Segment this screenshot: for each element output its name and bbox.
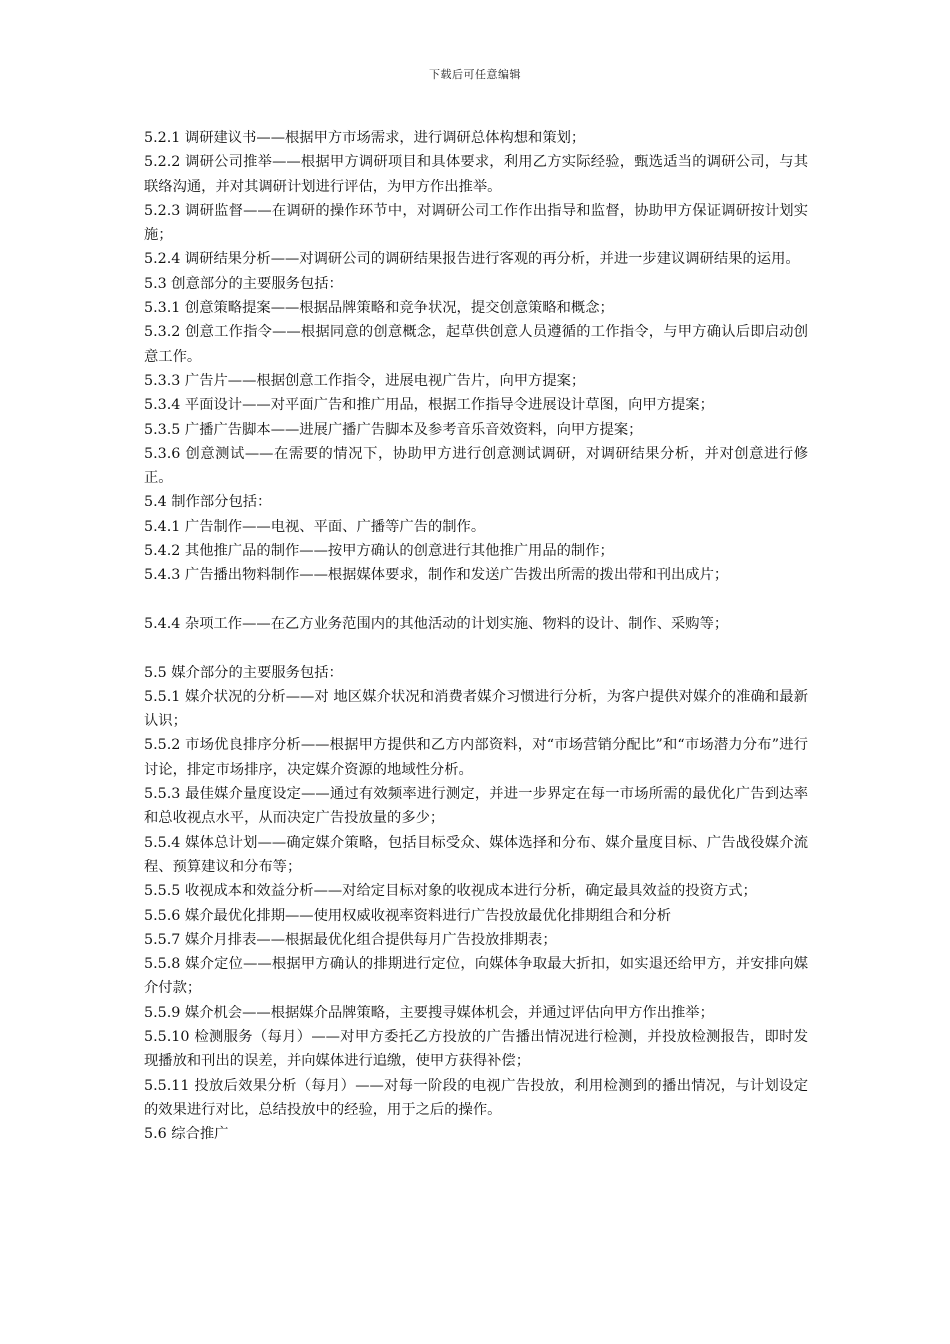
paragraph-5-3-1: 5.3.1 创意策略提案——根据品牌策略和竞争状况，提交创意策略和概念；: [144, 300, 614, 317]
page-header: 下载后可任意编辑: [429, 68, 521, 81]
paragraph-5-5-6: 5.5.6 媒介最优化排期——使用权威收视率资料进行广告投放最优化排期组合和分析: [144, 907, 672, 924]
paragraph-5-5-4: 5.5.4 媒体总计划——确定媒介策略，包括目标受众、媒体选择和分布、媒介量度目标、广告战役媒介流程、预算建议和分布等；: [144, 834, 808, 875]
paragraph-5-4-1: 5.4.1 广告制作——电视、平面、广播等广告的制作。: [144, 518, 486, 535]
section-heading-5-3: 5.3 创意部分的主要服务包括：: [144, 275, 343, 292]
paragraph-5-2-2: 5.2.2 调研公司推举——根据甲方调研项目和具体要求，利用乙方实际经验，甄选适当的调研公司，与其联络沟通，并对其调研计划进行评估，为甲方作出推举。: [144, 154, 808, 195]
paragraph-5-3-3: 5.3.3 广告片——根据创意工作指令，进展电视广告片，向甲方提案；: [144, 372, 586, 389]
paragraph-5-3-6: 5.3.6 创意测试——在需要的情况下，协助甲方进行创意测试调研，对调研结果分析，并对创意进行修正。: [144, 445, 808, 487]
paragraph-5-5-11: 5.5.11 投放后效果分析（每月）——对每一阶段的电视广告投放，利用检测到的播出情况，与计划设定的效果进行对比，总结投放中的经验，用于之后的操作。: [144, 1077, 808, 1118]
section-heading-5-4: 5.4 制作部分包括：: [144, 494, 272, 511]
document-body: [144, 126, 808, 1146]
paragraph-5-3-2: 5.3.2 创意工作指令——根据同意的创意概念，起草供创意人员遵循的工作指令，与甲方确认后即启动创意工作。: [144, 324, 808, 365]
paragraph-5-5-5: 5.5.5 收视成本和效益分析——对给定目标对象的收视成本进行分析，确定最具效益的投资方式；: [144, 883, 757, 900]
paragraph-5-4-2: 5.4.2 其他推广品的制作——按甲方确认的创意进行其他推广用品的制作；: [144, 543, 614, 560]
section-heading-5-5: 5.5 媒介部分的主要服务包括：: [144, 664, 343, 681]
paragraph-5-5-3: 5.5.3 最佳媒介量度设定——通过有效频率进行测定，并进一步界定在每一市场所需的最优化广告到达率和总收视点水平，从而决定广告投放量的多少；: [144, 786, 808, 827]
paragraph-5-5-7: 5.5.7 媒介月排表——根据最优化组合提供每月广告投放排期表；: [144, 931, 557, 948]
paragraph-5-3-4: 5.3.4 平面设计——对平面广告和推广用品，根据工作指导令进展设计草图，向甲方提案；: [144, 397, 714, 414]
paragraph-5-5-8: 5.5.8 媒介定位——根据甲方确认的排期进行定位，向媒体争取最大折扣，如实退还给甲方，并安排向媒介付款；: [144, 956, 808, 997]
paragraph-5-2-4: 5.2.4 调研结果分析——对调研公司的调研结果报告进行客观的再分析，并进一步建议调研结果的运用。: [144, 251, 800, 268]
paragraph-5-3-5: 5.3.5 广播广告脚本——进展广播广告脚本及参考音乐音效资料，向甲方提案；: [144, 421, 643, 438]
blank-line: [144, 588, 808, 612]
paragraph-5-5-1: 5.5.1 媒介状况的分析——对 地区媒介状况和消费者媒介习惯进行分析，为客户提供对媒介的准确和最新认识；: [144, 688, 808, 730]
paragraph-5-2-3: 5.2.3 调研监督——在调研的操作环节中，对调研公司工作作出指导和监督，协助甲方保证调研按计划实施；: [144, 202, 808, 244]
paragraph-5-5-9: 5.5.9 媒介机会——根据媒介品牌策略，主要搜寻媒体机会，并通过评估向甲方作出推举；: [144, 1004, 714, 1021]
blank-line: [144, 636, 808, 660]
paragraph-5-4-4: 5.4.4 杂项工作——在乙方业务范围内的其他活动的计划实施、物料的设计、制作、采购等；: [144, 615, 729, 632]
section-heading-5-6: 5.6 综合推广: [144, 1126, 229, 1143]
paragraph-5-4-3: 5.4.3 广告播出物料制作——根据媒体要求，制作和发送广告拨出所需的拨出带和刊出成片；: [144, 567, 729, 584]
paragraph-5-5-2: 5.5.2 市场优良排序分析——根据甲方提供和乙方内部资料，对“市场营销分配比”和“市场潜力分布”进行讨论，排定市场排序，决定媒介资源的地域性分析。: [144, 737, 808, 778]
paragraph-5-2-1: 5.2.1 调研建议书——根据甲方市场需求，进行调研总体构想和策划；: [144, 130, 586, 146]
paragraph-5-5-10: 5.5.10 检测服务（每月）——对甲方委托乙方投放的广告播出情况进行检测，并投放检测报告，即时发现播放和刊出的误差，并向媒体进行追缴，使甲方获得补偿；: [144, 1028, 808, 1070]
